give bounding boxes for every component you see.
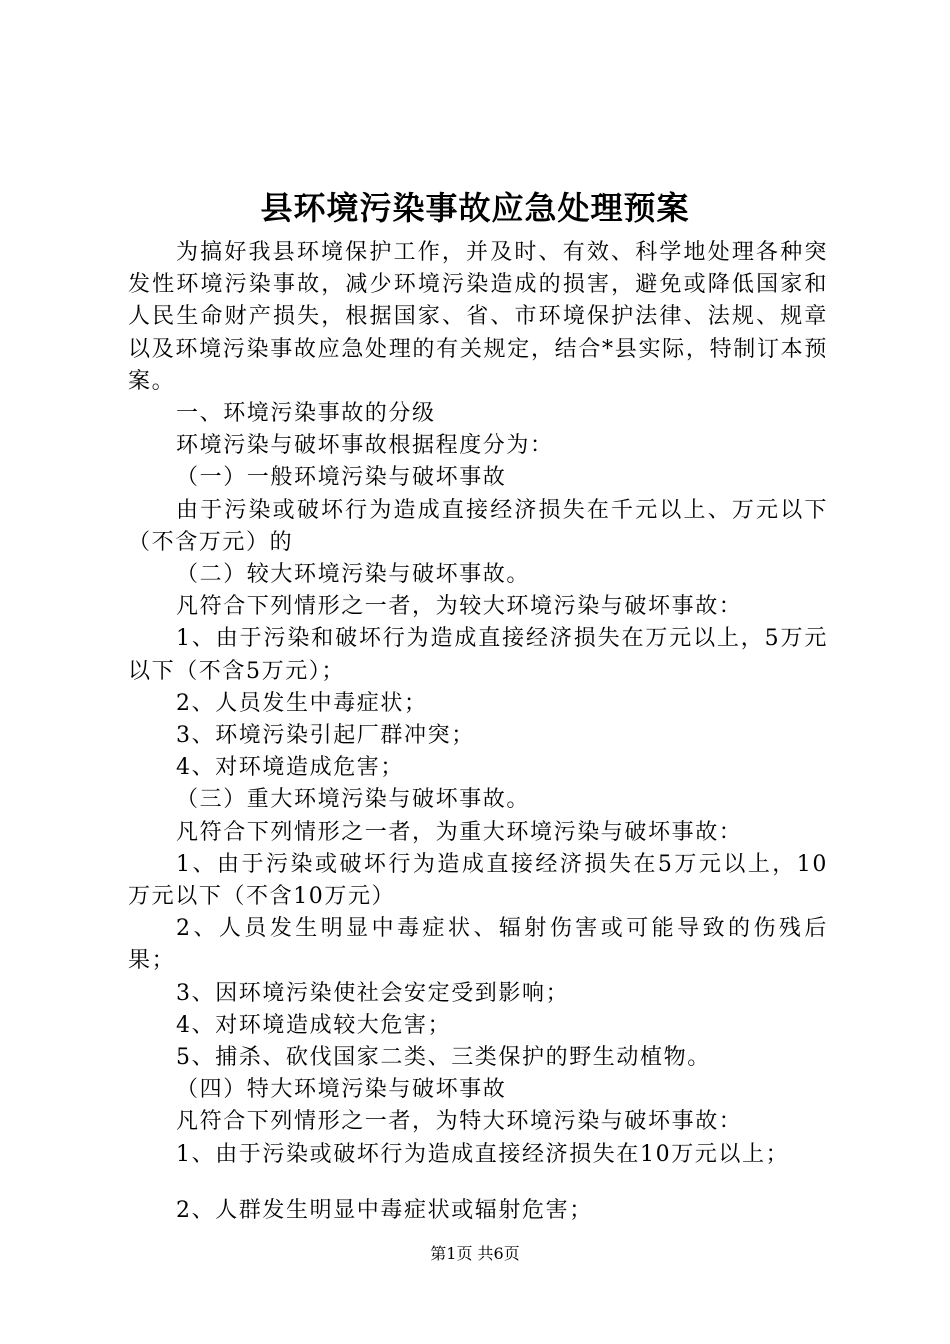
list-item: 4、对环境造成较大危害； — [176, 1012, 452, 1038]
list-item: 2、人员发生中毒症状； — [176, 690, 428, 716]
document-title: 县环境污染事故应急处理预案 — [260, 189, 690, 227]
paragraph: 凡符合下列情形之一者，为重大环境污染与破坏事故： — [176, 819, 743, 845]
section-heading-1: 一、环境污染事故的分级 — [176, 401, 436, 427]
paragraph: 凡符合下列情形之一者，为特大环境污染与破坏事故： — [176, 1109, 743, 1135]
paragraph-spacer — [128, 1171, 828, 1195]
list-item: 3、因环境污染使社会安定受到影响； — [176, 980, 570, 1006]
list-item: 1、由于污染和破坏行为造成直接经济损失在万元以上，5万元以下（不含5万元）； — [128, 626, 828, 684]
page-footer: 第1页 共6页 — [430, 1244, 520, 1263]
list-item: 1、由于污染或破坏行为造成直接经济损失在10万元以上； — [176, 1141, 790, 1167]
list-item: 2、人员发生明显中毒症状、辐射伤害或可能导致的伤残后果； — [128, 916, 828, 974]
paragraph: 环境污染与破坏事故根据程度分为： — [176, 433, 554, 459]
subsection-heading-3: （三）重大环境污染与破坏事故。 — [176, 787, 531, 813]
subsection-heading-2: （二）较大环境污染与破坏事故。 — [176, 562, 531, 588]
list-item: 5、捕杀、砍伐国家二类、三类保护的野生动植物。 — [176, 1045, 711, 1071]
paragraph-intro: 为搞好我县环境保护工作，并及时、有效、科学地处理各种突发性环境污染事故，减少环境污染造成的损害，避免或降低国家和人民生命财产损失，根据国家、省、市环境保护法律、法规、规章以及环境污染事故应急处理的有关规定，结合*县实际，特制订本预案。 — [128, 240, 828, 394]
subsection-heading-1: （一）一般环境污染与破坏事故 — [176, 465, 507, 491]
list-item: 4、对环境造成危害； — [176, 755, 404, 781]
paragraph: 由于污染或破坏行为造成直接经济损失在千元以上、万元以下（不含万元）的 — [128, 497, 828, 555]
list-item: 1、由于污染或破坏行为造成直接经济损失在5万元以上，10万元以下（不含10万元） — [128, 851, 828, 910]
paragraph: 凡符合下列情形之一者，为较大环境污染与破坏事故： — [176, 594, 743, 620]
list-item: 3、环境污染引起厂群冲突； — [176, 723, 475, 749]
list-item: 2、人群发生明显中毒症状或辐射危害； — [176, 1197, 593, 1223]
document-body — [128, 237, 828, 1227]
subsection-heading-4: （四）特大环境污染与破坏事故 — [176, 1077, 507, 1103]
